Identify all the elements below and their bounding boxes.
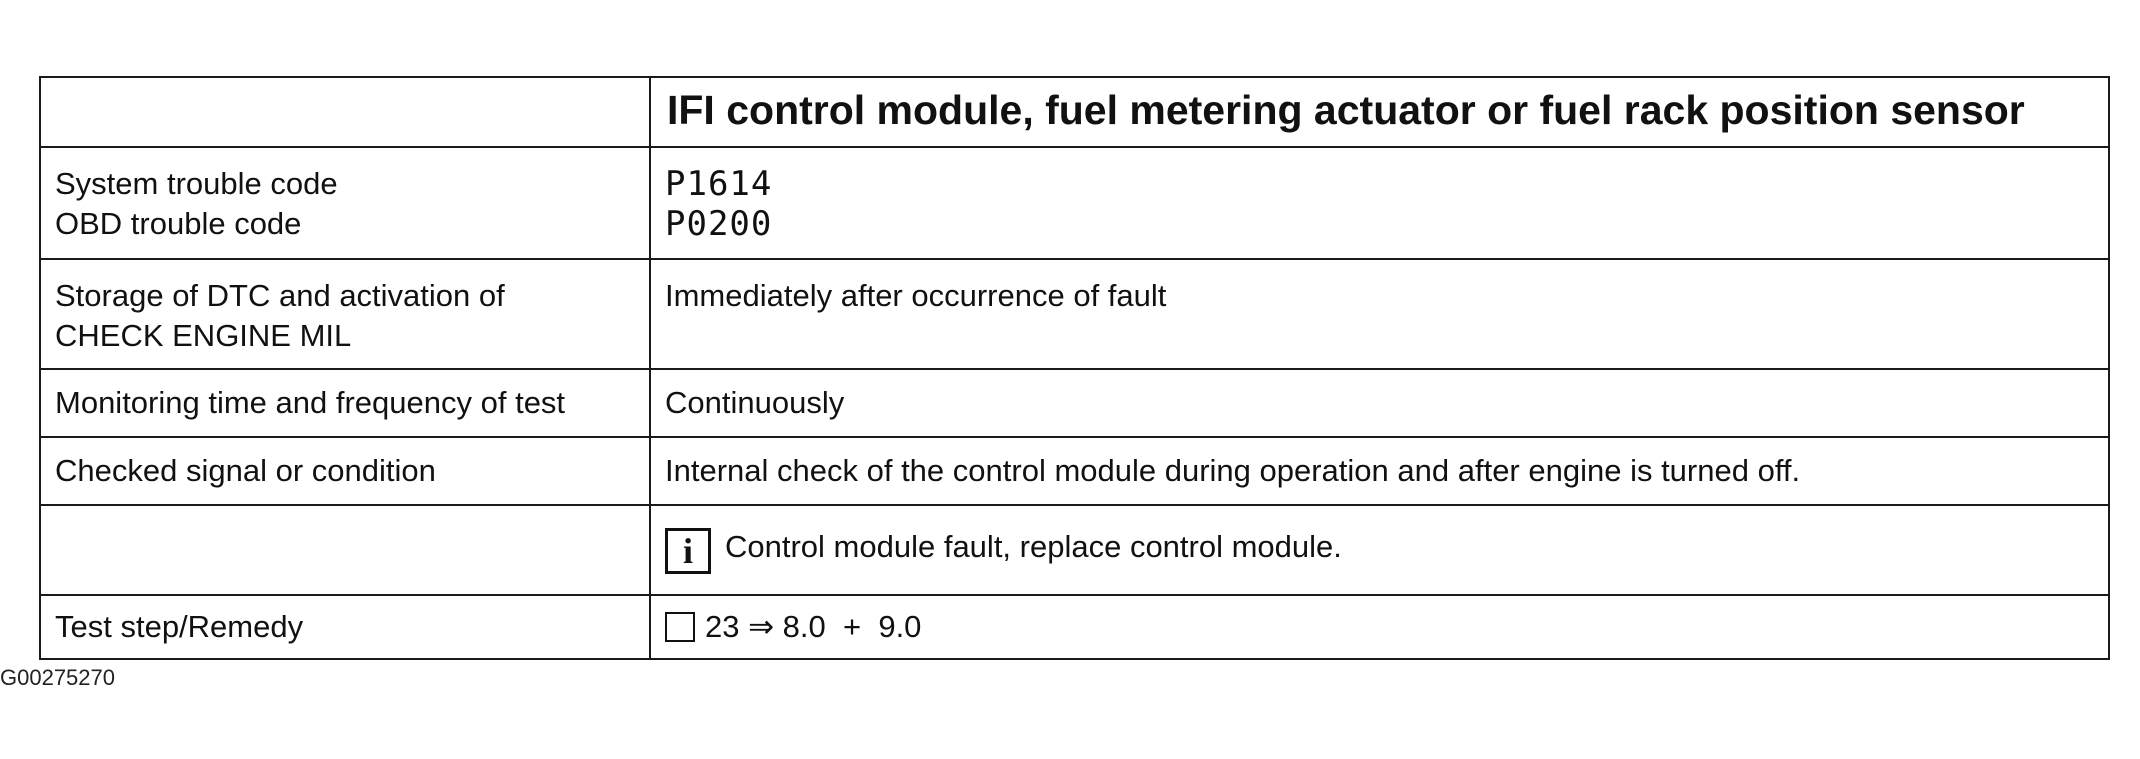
header-empty-cell — [40, 77, 650, 147]
monitoring-value: Continuously — [650, 369, 2109, 437]
component-title-text: IFI control module, fuel metering actuator or fuel rack position sensor — [667, 87, 2025, 133]
info-icon: i — [665, 528, 711, 574]
table-header-row — [40, 77, 2109, 147]
obd-trouble-code-label: OBD trouble code — [55, 206, 302, 241]
test-step-value: 23 ⇒ 8.0 + 9.0 — [705, 609, 922, 644]
trouble-code-table — [39, 76, 2110, 660]
table-row-dtc-storage — [40, 259, 2109, 369]
trouble-code-labels — [40, 147, 650, 259]
figure-id: G00275270 — [0, 665, 115, 690]
table-row-trouble-codes — [40, 147, 2109, 259]
system-trouble-code-label: System trouble code — [55, 166, 338, 201]
dtc-storage-label-line2: CHECK ENGINE MIL — [55, 318, 352, 353]
table-row-test-step — [40, 595, 2109, 659]
checkbox-icon — [665, 612, 695, 642]
monitoring-label: Monitoring time and frequency of test — [40, 369, 650, 437]
dtc-storage-label-line1: Storage of DTC and activation of — [55, 278, 505, 313]
info-note-cell — [650, 505, 2109, 595]
component-title — [650, 77, 2109, 147]
dtc-storage-label — [40, 259, 650, 369]
test-step-label: Test step/Remedy — [40, 595, 650, 659]
obd-trouble-code: P0200 — [665, 204, 773, 244]
table-row-monitoring — [40, 369, 2109, 437]
checked-signal-value: Internal check of the control module during operation and after engine is turned off. — [650, 437, 2109, 505]
checked-signal-label: Checked signal or condition — [40, 437, 650, 505]
table-row-checked-signal — [40, 437, 2109, 505]
system-trouble-code: P1614 — [665, 164, 773, 204]
trouble-code-values — [650, 147, 2109, 259]
dtc-storage-value: Immediately after occurrence of fault — [650, 259, 2109, 369]
info-note-text: Control module fault, replace control module. — [725, 528, 1342, 564]
info-note-label — [40, 505, 650, 595]
table-row-info-note — [40, 505, 2109, 595]
test-step-cell — [650, 595, 2109, 659]
